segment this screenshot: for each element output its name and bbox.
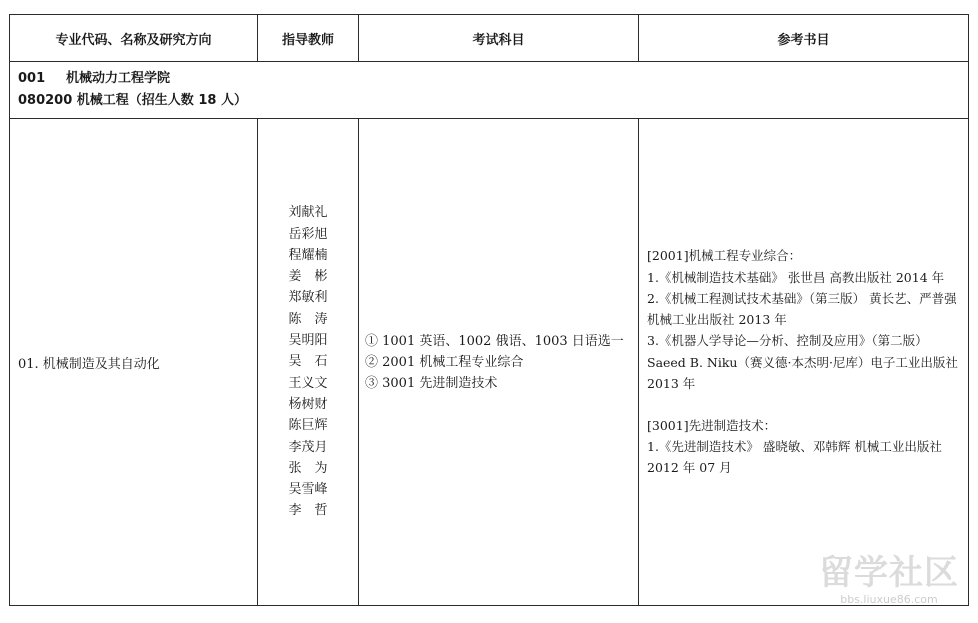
header-exam: 考试科目 <box>359 15 639 62</box>
books-block-2001 <box>647 245 962 393</box>
direction-cell: 01. 机械制造及其自动化 <box>10 119 258 606</box>
major-line: 080200 机械工程（招生人数 18 人） <box>18 93 247 108</box>
college-code: 001 <box>18 71 46 86</box>
header-teacher: 指导教师 <box>258 15 359 62</box>
exam-subject: ③ 3001 先进制造技术 <box>365 375 498 391</box>
book-line: 1.《先进制造技术》 盛晓敏、邓韩辉 机械工业出版社 2012 年 07 月 <box>647 439 942 476</box>
teacher-name: 郑敏利 <box>288 290 328 306</box>
teacher-name: 张 为 <box>288 460 328 476</box>
direction-row <box>10 119 969 606</box>
teacher-name: 陈 涛 <box>288 311 328 327</box>
teacher-name: 陈巨辉 <box>288 418 328 434</box>
header-books: 参考书目 <box>639 15 969 62</box>
teacher-name: 刘献礼 <box>288 205 328 221</box>
exam-subject: ② 2001 机械工程专业综合 <box>365 354 524 370</box>
books-gap <box>647 394 962 415</box>
book-line: [3001]先进制造技术： <box>647 417 777 433</box>
book-line: [2001]机械工程专业综合： <box>647 248 802 264</box>
teacher-cell <box>258 119 359 606</box>
college-name: 机械动力工程学院 <box>66 71 171 86</box>
teacher-name: 杨树财 <box>288 396 328 412</box>
exam-list <box>365 331 638 394</box>
teacher-name: 姜 彬 <box>288 269 328 285</box>
books-cell <box>639 119 969 606</box>
exam-cell <box>359 119 639 606</box>
teacher-name: 李茂月 <box>288 439 328 455</box>
teacher-name: 吴雪峰 <box>288 482 328 498</box>
book-line: 3.《机器人学导论—分析、控制及应用》（第二版） Saeed B. Niku（赛义德·本杰明·尼库）电子工业出版社 2013 年 <box>647 333 958 391</box>
teacher-name: 岳彩旭 <box>288 226 328 242</box>
teacher-list <box>288 202 327 521</box>
books-block-3001 <box>647 415 962 479</box>
book-line: 1.《机械制造技术基础》 张世昌 高教出版社 2014 年 <box>647 269 945 285</box>
book-line: 2.《机械工程测试技术基础》（第三版） 黄长艺、严普强 机械工业出版社 2013 年 <box>647 290 957 328</box>
admissions-table <box>9 14 969 606</box>
teacher-name: 李 哲 <box>288 503 328 519</box>
watermark-url: bbs.liuxue86.com <box>840 593 938 606</box>
teacher-name: 程耀楠 <box>288 247 328 263</box>
college-row <box>10 62 969 119</box>
exam-subject: ① 1001 英语、1002 俄语、1003 日语选一 <box>365 333 624 349</box>
header-row <box>10 15 969 62</box>
college-cell <box>10 62 969 119</box>
header-direction: 专业代码、名称及研究方向 <box>10 15 258 62</box>
college-line <box>18 68 968 90</box>
watermark-logo: 留学社区 <box>819 553 959 593</box>
teacher-name: 吴 石 <box>288 354 328 370</box>
teacher-name: 吴明阳 <box>288 333 328 349</box>
teacher-name: 王义文 <box>288 375 328 391</box>
